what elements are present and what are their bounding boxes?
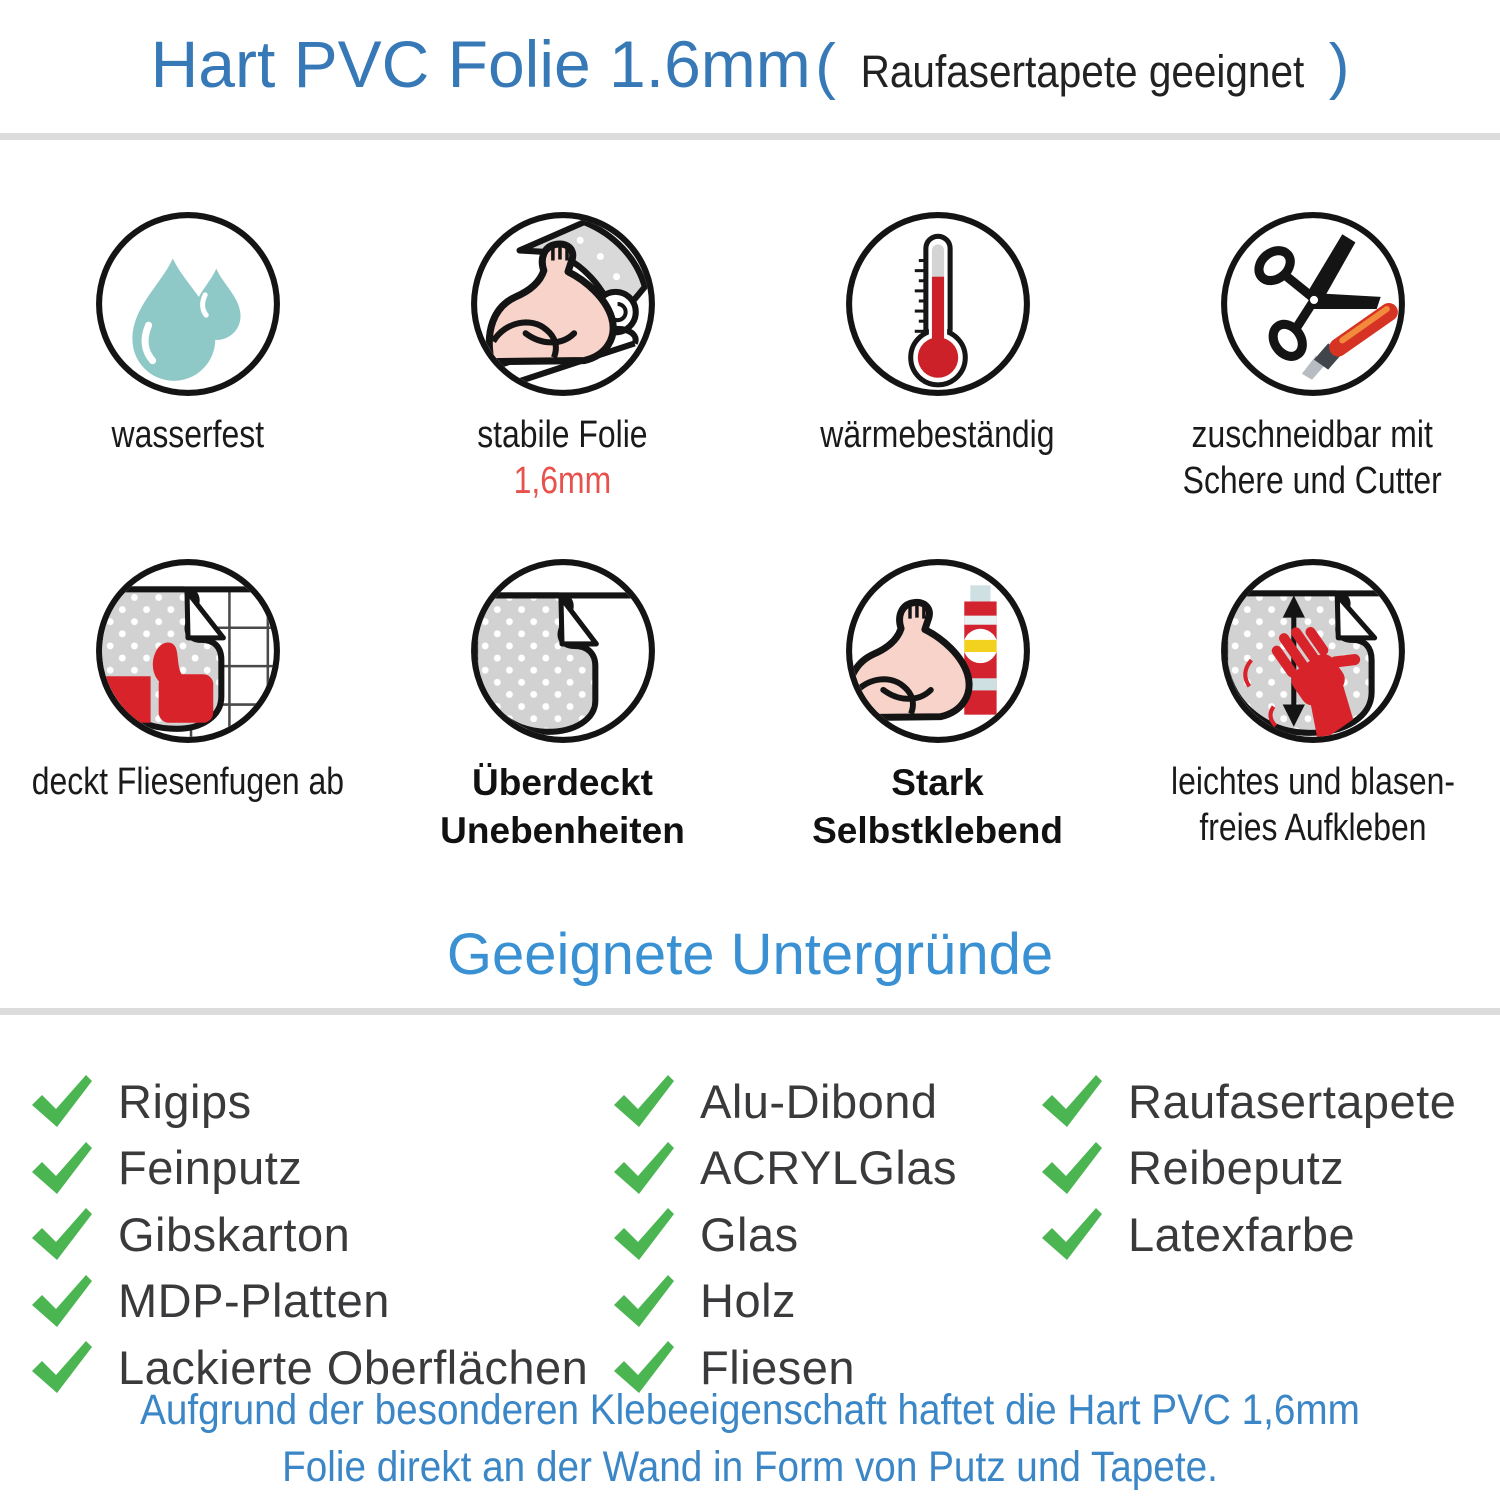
caption-line: zuschneidbar mit — [1191, 414, 1434, 456]
substrate-label: Raufasertapete — [1128, 1074, 1457, 1128]
caption-line: stabile Folie — [477, 414, 648, 456]
list-item — [30, 1201, 588, 1268]
scissors-cutter-icon — [1217, 208, 1409, 400]
check-icon — [1040, 1142, 1102, 1194]
feature-caption — [440, 759, 685, 855]
feature-zuschneidbar — [1125, 200, 1500, 547]
list-item — [30, 1068, 588, 1135]
check-icon — [612, 1208, 674, 1260]
title-main: Hart PVC Folie 1.6mm — [150, 27, 811, 101]
water-drops-icon — [92, 208, 284, 400]
divider-top — [0, 133, 1500, 140]
substrate-label: Fliesen — [700, 1340, 856, 1394]
hand-smoothing-icon — [1217, 555, 1409, 747]
feature-caption — [1158, 412, 1466, 504]
check-icon — [612, 1275, 674, 1327]
footer-line-1: Aufgrund der besonderen Klebeeigenschaft haftet die Hart PVC 1,6mm — [140, 1386, 1360, 1434]
feature-caption — [798, 412, 1077, 458]
feature-unebenheiten — [375, 547, 750, 894]
muscle-film-roll-icon — [467, 208, 659, 400]
list-item — [1040, 1201, 1456, 1268]
substrate-label: Holz — [700, 1274, 797, 1328]
check-icon — [612, 1075, 674, 1127]
caption-line: Schere und Cutter — [1182, 460, 1443, 502]
list-item — [1040, 1068, 1456, 1135]
thermometer-icon — [842, 208, 1034, 400]
film-peel-icon — [467, 555, 659, 747]
substrate-column-1 — [30, 1068, 588, 1401]
check-icon — [30, 1142, 92, 1194]
feature-caption — [461, 412, 664, 504]
substrate-label: Alu-Dibond — [700, 1074, 938, 1128]
substrate-label: Gibskarton — [118, 1207, 351, 1261]
page-title — [0, 26, 1500, 102]
feature-fliesenfugen — [0, 547, 375, 894]
substrate-label: Lackierte Oberflächen — [118, 1340, 589, 1394]
list-item — [612, 1135, 957, 1202]
list-item — [612, 1068, 957, 1135]
caption-line: Überdeckt — [472, 762, 653, 803]
caption-line: Stark — [891, 762, 984, 803]
title-subtitle: Raufasertapete geeignet — [860, 46, 1305, 97]
feature-aufkleben — [1125, 547, 1500, 894]
check-icon — [612, 1142, 674, 1194]
substrate-label: ACRYLGlas — [700, 1141, 958, 1195]
substrate-column-2 — [612, 1068, 957, 1401]
muscle-glue-tube-icon — [842, 555, 1034, 747]
caption-line: deckt Fliesenfugen ab — [31, 761, 344, 803]
list-item — [30, 1268, 588, 1335]
caption-line: leichtes und blasen- — [1170, 761, 1455, 803]
substrate-column-3 — [1040, 1068, 1456, 1268]
caption-note-red: 1,6mm — [513, 460, 612, 502]
divider-middle — [0, 1008, 1500, 1015]
substrate-label: Reibeputz — [1128, 1141, 1345, 1195]
title-paren-open: ( — [815, 32, 836, 101]
feature-caption — [1144, 759, 1482, 851]
feature-wasserfest — [0, 200, 375, 547]
caption-line: Unebenheiten — [440, 810, 685, 851]
substrate-label: Glas — [700, 1207, 799, 1261]
features-grid — [0, 200, 1500, 894]
feature-stabile-folie — [375, 200, 750, 547]
list-item — [1040, 1135, 1456, 1202]
substrate-label: MDP-Platten — [118, 1274, 390, 1328]
caption-line: wärmebeständig — [820, 414, 1055, 456]
section-title-untergruende: Geeignete Untergründe — [446, 922, 1054, 987]
list-item — [30, 1135, 588, 1202]
caption-line: Selbstklebend — [812, 810, 1063, 851]
footer-line-2: Folie direkt an der Wand in Form von Putz und Tapete. — [282, 1443, 1218, 1491]
caption-line: freies Aufkleben — [1198, 807, 1427, 849]
feature-selbstklebend — [750, 547, 1125, 894]
check-icon — [1040, 1075, 1102, 1127]
feature-waermebestaendig — [750, 200, 1125, 547]
check-icon — [30, 1208, 92, 1260]
tile-grout-thumb-icon — [92, 555, 284, 747]
check-icon — [30, 1075, 92, 1127]
list-item — [612, 1201, 957, 1268]
substrate-label: Rigips — [118, 1074, 252, 1128]
list-item — [612, 1268, 957, 1335]
footer-note — [0, 1382, 1500, 1496]
check-icon — [1040, 1208, 1102, 1260]
substrate-label: Latexfarbe — [1128, 1207, 1356, 1261]
caption-line: wasserfest — [111, 414, 264, 456]
feature-caption — [812, 759, 1063, 855]
feature-caption — [97, 412, 279, 458]
feature-caption — [2, 759, 374, 805]
substrate-label: Feinputz — [118, 1141, 303, 1195]
title-paren-close: ) — [1328, 32, 1350, 101]
check-icon — [30, 1275, 92, 1327]
